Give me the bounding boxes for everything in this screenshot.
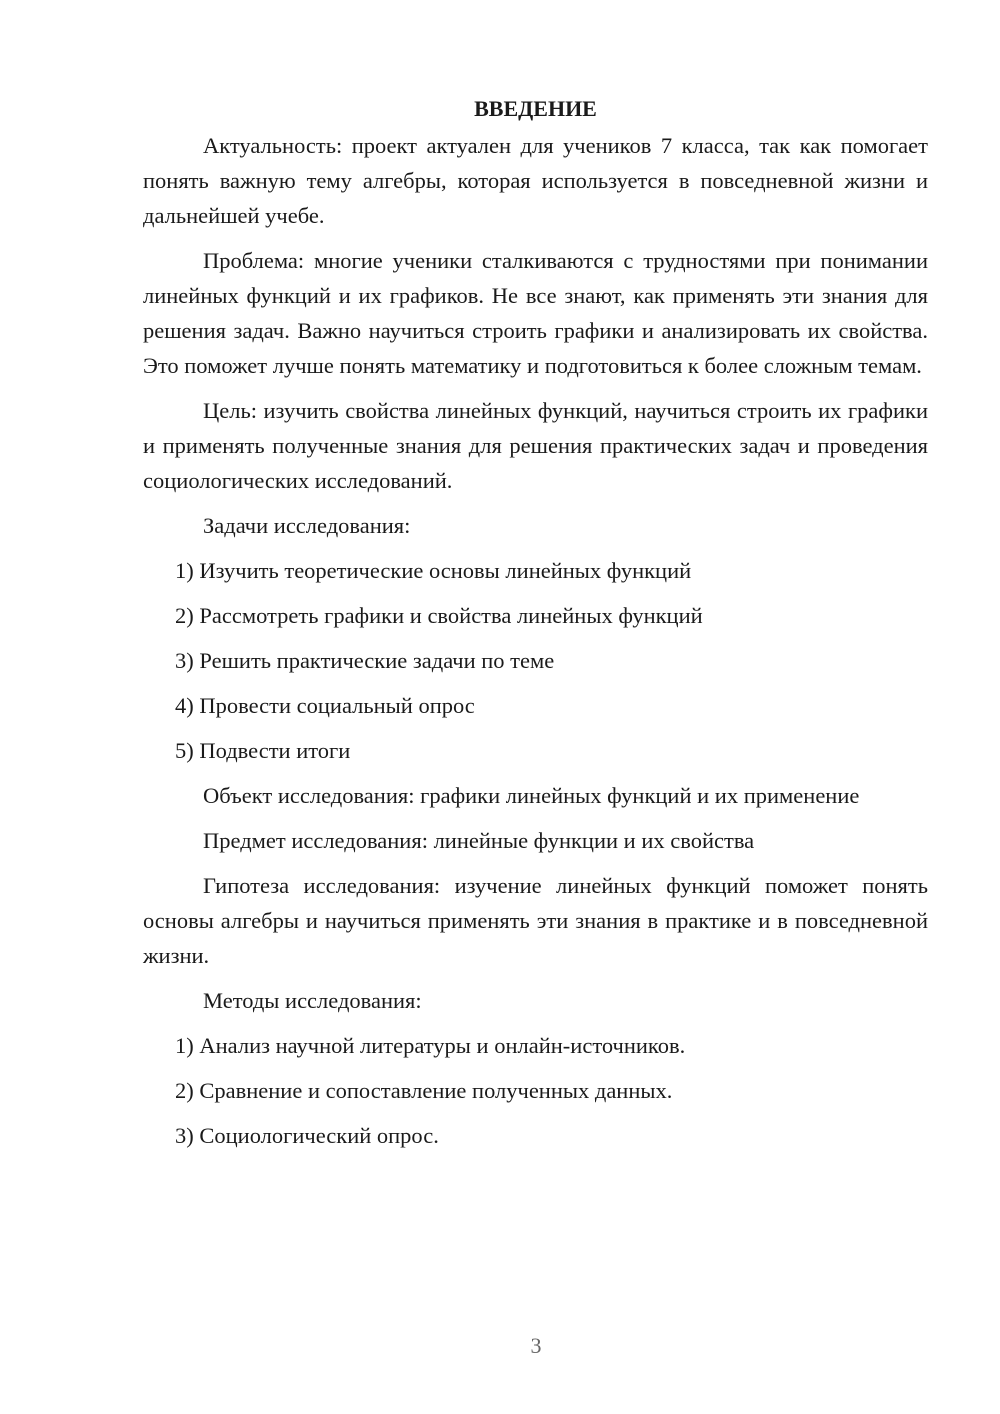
task-item: 5) Подвести итоги <box>175 738 351 763</box>
document-page <box>143 92 928 1163</box>
problem-paragraph: Проблема: многие ученики сталкиваются с трудностями при понимании линейных функций и их графиков. Не все знают, как применять эти знания для решения задач. Важно научиться строить графики и анализировать их свойства. Это поможет лучше понять математику и подготовиться к более сложным темам. <box>143 248 928 378</box>
section-heading: ВВЕДЕНИЕ <box>474 96 597 121</box>
goal-paragraph: Цель: изучить свойства линейных функций, научиться строить их графики и применять полученные знания для решения практических задач и проведения социологических исследований. <box>143 398 928 493</box>
tasks-title: Задачи исследования: <box>203 513 411 538</box>
task-item: 4) Провести социальный опрос <box>175 693 475 718</box>
research-subject: Предмет исследования: линейные функции и их свойства <box>203 828 755 853</box>
hypothesis-paragraph: Гипотеза исследования: изучение линейных функций поможет понять основы алгебры и научиться применять эти знания в практике и в повседневной жизни. <box>143 873 928 968</box>
method-item: 2) Сравнение и сопоставление полученных данных. <box>175 1078 673 1103</box>
method-item: 1) Анализ научной литературы и онлайн-источников. <box>175 1033 686 1058</box>
page-number: 3 <box>530 1333 542 1358</box>
methods-title: Методы исследования: <box>203 988 422 1013</box>
task-item: 3) Решить практические задачи по теме <box>175 648 555 673</box>
method-item: 3) Социологический опрос. <box>175 1123 439 1148</box>
relevance-paragraph: Актуальность: проект актуален для учеников 7 класса, так как помогает понять важную тему алгебры, которая используется в повседневной жизни и дальнейшей учебе. <box>143 133 928 228</box>
task-item: 1) Изучить теоретические основы линейных функций <box>175 558 692 583</box>
task-item: 2) Рассмотреть графики и свойства линейных функций <box>175 603 703 628</box>
research-object: Объект исследования: графики линейных функций и их применение <box>203 783 860 808</box>
